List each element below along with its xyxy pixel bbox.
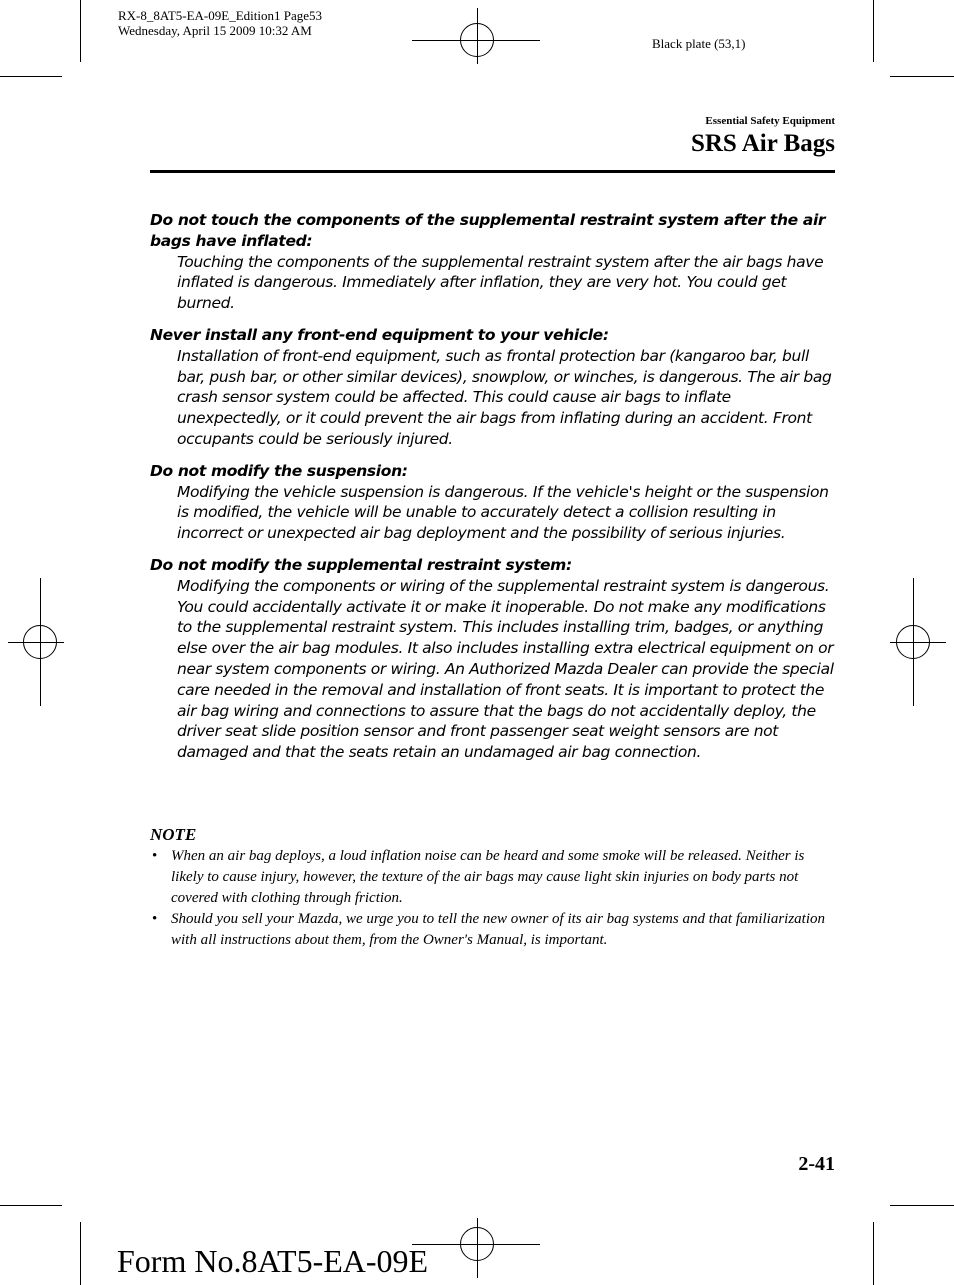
crop-mark	[80, 1222, 81, 1285]
print-header-file: RX-8_8AT5-EA-09E_Edition1 Page53	[118, 8, 323, 23]
warning-heading: Never install any front-end equipment to your vehicle:	[150, 325, 609, 344]
note-section	[150, 824, 835, 951]
page-title: SRS Air Bags	[690, 130, 835, 157]
note-text: Should you sell your Mazda, we urge you to tell the new owner of its air bag systems and that familiarization with all instructions about them, from the Owner's Manual, is important.	[171, 911, 825, 948]
plate-label: Black plate (53,1)	[652, 36, 746, 51]
note-title: NOTE	[150, 825, 197, 844]
print-header	[118, 8, 322, 38]
warning-text: Installation of front-end equipment, such as frontal protection bar (kangaroo bar, bull bar, push bar, or other similar devices), snowplow, or winches, is dangerous. The air bag crash sensor system could be affected. This could cause air bags to inflate unexpectedly, or it could prevent the air bags from inflating during an accident. Front occupants could be seriously injured.	[177, 346, 832, 448]
note-text: When an air bag deploys, a loud inflation noise can be heard and some smoke will be released. Neither is likely to cause injury, however, the texture of the air bags may cause light skin injuries on body parts not covered with clothing through friction.	[171, 848, 805, 906]
warning-heading: Do not modify the supplemental restraint system:	[150, 555, 572, 574]
section-label: Essential Safety Equipment	[705, 115, 835, 127]
warning-text: Modifying the components or wiring of the supplemental restraint system is dangerous. You could accidentally activate it or make it inoperable. Do not make any modifications to the supplemental restraint system. This includes installing trim, badges, or anything else over the air bag modules. It also includes installing extra electrical equipment on or near system components or wiring. An Authorized Mazda Dealer can provide the special care needed in the removal and installation of front seats. It is important to protect the air bag wiring and connections to assure that the bags do not accidentally deploy, the driver seat slide position sensor and front passenger seat weight sensors are not damaged and that the seats retain an undamaged air bag connection.	[177, 576, 834, 762]
crop-mark	[80, 0, 81, 62]
title-rule	[150, 170, 835, 173]
page-number: 2-41	[798, 1153, 835, 1175]
crop-mark	[873, 0, 874, 62]
warning-text: Modifying the vehicle suspension is dangerous. If the vehicle's height or the suspension is modified, the vehicle will be unable to accurately detect a collision resulting in incorrect or unexpected air bag deployment and the possibility of serious injuries.	[177, 482, 829, 543]
warning-block	[150, 210, 835, 314]
warning-heading: Do not touch the components of the supplemental restraint system after the air bags have inflated:	[150, 211, 826, 250]
form-number: Form No.8AT5-EA-09E	[117, 1243, 429, 1279]
warning-block	[150, 461, 835, 544]
print-header-date: Wednesday, April 15 2009 10:32 AM	[118, 23, 312, 38]
crop-mark	[0, 76, 62, 77]
note-item	[150, 846, 835, 909]
crop-mark	[890, 1205, 954, 1206]
warning-text: Touching the components of the supplemental restraint system after the air bags have inflated is dangerous. Immediately after inflation, they are very hot. You could get burned.	[177, 252, 824, 313]
note-item	[150, 909, 835, 951]
warning-block	[150, 325, 835, 450]
crop-mark	[873, 1222, 874, 1285]
bullet-icon: •	[152, 911, 158, 927]
crop-mark	[0, 1205, 62, 1206]
bullet-icon: •	[152, 848, 158, 864]
crop-mark	[890, 76, 954, 77]
warning-block	[150, 555, 835, 763]
warning-list	[150, 210, 835, 774]
warning-heading: Do not modify the suspension:	[150, 461, 408, 480]
